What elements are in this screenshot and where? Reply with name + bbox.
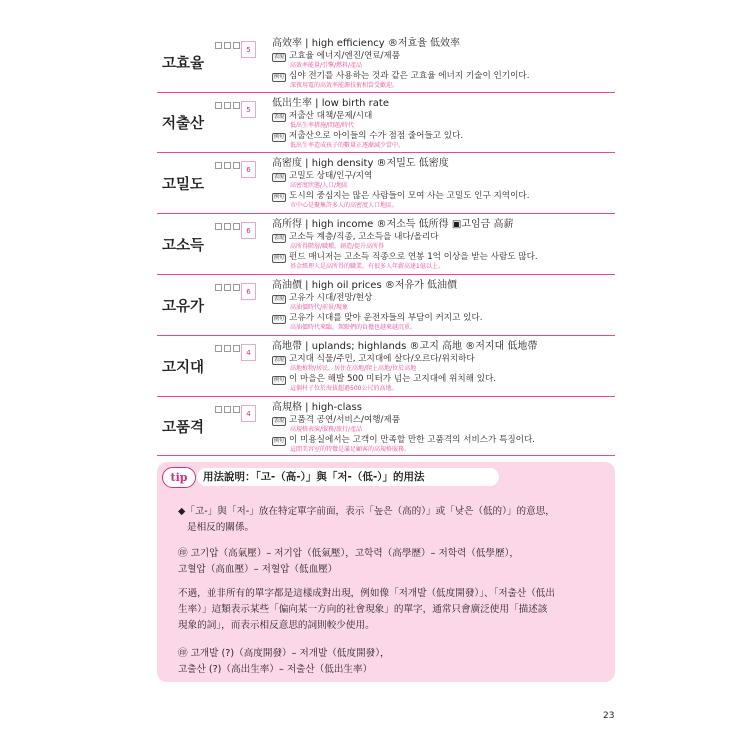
example-text: 도시의 중심지는 많은 사람들이 모여 사는 고밀도 인구 지역이다. (289, 191, 530, 201)
tip-line: ㊞ 고개발 (?)（高度開發）– 저개발（低度開發）， (178, 648, 390, 659)
example-translation: 高油價時代來臨，駕駛們的負擔也越來越沉重。 (290, 324, 417, 331)
expression-translation: 高地植物/居民，居住在高地/爬上高地/位於高地 (290, 365, 417, 372)
expression-translation: 高規格表演/服務/旅行/產品 (290, 426, 363, 433)
checkbox[interactable] (224, 284, 231, 291)
checkbox[interactable] (233, 284, 240, 291)
tip-example-1 (178, 546, 598, 578)
tip-line: ◆「고-」與「저-」放在特定單字前面，表示「높은（高的）」或「낮은（低的）」的意思， (178, 506, 555, 517)
checkbox[interactable] (224, 102, 231, 109)
checkbox[interactable] (224, 345, 231, 352)
tip-line: ㊞ 고기압（高氣壓）– 저기압（低氣壓），고학력（高學歷）– 저학력（低學歷）， (178, 548, 520, 559)
example-text: 저출산으로 아이들의 수가 점점 줄어들고 있다. (289, 131, 464, 141)
expression-text: 고지대 식물/주민, 고지대에 살다/오르다/위치하다 (289, 354, 475, 364)
expression-translation: 低出生率措施/問題/時代 (290, 122, 355, 129)
entry-word: 저출산 (161, 116, 205, 132)
tip-line: 고출산 (?)（高出生率）– 저출산（低出生率） (178, 664, 373, 675)
level-badge: 4 (241, 344, 256, 361)
entry-2 (157, 93, 615, 153)
tip-line: 是相反的關係。 (187, 522, 255, 533)
expression-badge: 表現 (274, 296, 285, 302)
level-badge: 5 (241, 101, 256, 118)
checkbox[interactable] (224, 162, 231, 169)
level-badge: 6 (241, 222, 256, 239)
level-badge: 4 (241, 405, 256, 422)
checkbox-group (215, 284, 240, 291)
checkbox-group (215, 345, 240, 352)
checkbox[interactable] (215, 284, 222, 291)
level-badge: 6 (241, 283, 256, 300)
entry-word: 고품격 (161, 419, 205, 436)
example-translation: 市中心是聚集許多人的高密度人口地區。 (290, 202, 399, 209)
expression-translation: 高油價時代/前景/現象 (290, 304, 349, 311)
expression-text: 저출산 대책/문제/시대 (289, 111, 373, 121)
example-badge: 例句 (274, 377, 285, 383)
expression-text: 고효율 에너지/엔진/연료/제품 (289, 51, 401, 61)
entry-7 (157, 397, 615, 456)
entry-headword: 高效率 | high efficiency ®저효율 低效率 (272, 38, 461, 49)
example-badge: 例句 (274, 194, 285, 200)
checkbox-group (215, 223, 240, 230)
expression-text: 고품격 공연/서비스/여행/제품 (289, 415, 401, 425)
example-translation: 這個村子位於海拔超過500公尺的高地。 (290, 385, 398, 392)
example-badge: 例句 (274, 255, 285, 261)
example-translation: 基金經理人是高所得的職業，有很多人年薪高達1億以上。 (290, 263, 444, 270)
entry-headword: 高地帶 | uplands; highlands ®고지 高地 ®저지대 低地帶 (272, 341, 538, 352)
checkbox[interactable] (233, 406, 240, 413)
expression-translation: 高密度狀態/人口/地區 (290, 182, 349, 189)
entry-headword: 高油價 | high oil prices ®저유가 低油價 (272, 280, 457, 291)
checkbox[interactable] (215, 345, 222, 352)
vocabulary-list (157, 33, 615, 456)
tip-paragraph-1 (178, 504, 598, 536)
expression-badge: 表現 (274, 54, 285, 60)
entry-word: 고유가 (161, 298, 205, 315)
example-text: 심야 전기를 사용하는 것과 같은 고효율 에너지 기술이 인기이다. (289, 71, 530, 81)
example-translation: 深夜用電的高效率能源技術相當受歡迎。 (290, 82, 399, 89)
checkbox[interactable] (233, 102, 240, 109)
checkbox[interactable] (233, 223, 240, 230)
checkbox-group (215, 42, 240, 49)
entry-6 (157, 336, 615, 397)
checkbox-group (215, 406, 240, 413)
tip-line: 生率）」這類表示某些「偏向某一方向的社會現象」的單字，通常只會廣泛使用「描述該 (178, 604, 548, 615)
entry-word: 고효율 (161, 56, 205, 72)
checkbox-group (215, 102, 240, 109)
example-text: 고유가 시대를 맞아 운전자들의 부담이 커지고 있다. (289, 313, 483, 323)
expression-badge: 表現 (274, 235, 285, 241)
expression-badge: 表現 (274, 357, 285, 363)
example-text: 펀드 매니저는 고소득 직종으로 연봉 1억 이상을 받는 사람도 많다. (289, 252, 538, 262)
tip-title: 用法說明：「고-（高-）」與「저-（低-）」的用法 (197, 468, 499, 486)
checkbox[interactable] (215, 406, 222, 413)
expression-text: 고밀도 상태/인구/지역 (289, 171, 373, 181)
example-badge: 例句 (274, 134, 285, 140)
example-translation: 這間美容室的特徵是滿足顧客的高規格服務。 (290, 446, 411, 453)
entry-headword: 高密度 | high density ®저밀도 低密度 (272, 158, 449, 169)
example-text: 이 마을은 해발 500 미터가 넘는 고지대에 위치해 있다. (289, 374, 497, 384)
checkbox[interactable] (224, 223, 231, 230)
example-badge: 例句 (274, 74, 285, 80)
level-badge: 5 (241, 41, 256, 58)
expression-translation: 高所得階層/職種，創造/提升高所得 (290, 243, 385, 250)
example-text: 이 미용실에서는 고객이 만족할 만한 고품격의 서비스가 특징이다. (289, 435, 536, 445)
expression-badge: 表現 (274, 114, 285, 120)
checkbox[interactable] (215, 42, 222, 49)
entry-headword: 高規格 | high-class (272, 402, 362, 413)
tip-line: 現象的詞」，而表示相反意思的詞則較少使用。 (178, 620, 375, 631)
tip-icon: tip (162, 467, 196, 488)
checkbox[interactable] (224, 42, 231, 49)
tip-line: 不過，並非所有的單字都是這樣成對出現，例如像「저개발（低度開發）」、「저출산（低出 (178, 588, 555, 599)
entry-word: 고밀도 (161, 176, 205, 193)
entry-headword: 高所得 | high income ®저소득 低所得 ▣고임금 高薪 (272, 219, 514, 230)
entry-word: 고소득 (161, 237, 205, 254)
example-badge: 例句 (274, 316, 285, 322)
entry-5 (157, 275, 615, 336)
checkbox[interactable] (224, 406, 231, 413)
entry-3 (157, 153, 615, 214)
checkbox-group (215, 162, 240, 169)
tip-line: 고혈압（高血壓）– 저혈압（低血壓） (178, 564, 338, 575)
entry-4 (157, 214, 615, 275)
checkbox[interactable] (233, 345, 240, 352)
expression-badge: 表現 (274, 174, 285, 180)
tip-paragraph-2 (178, 586, 598, 634)
checkbox[interactable] (215, 102, 222, 109)
expression-text: 고소득 계층/직종, 고소득을 내다/올리다 (289, 232, 439, 242)
checkbox[interactable] (215, 223, 222, 230)
entry-word: 고지대 (161, 359, 205, 376)
entry-1 (157, 33, 615, 93)
example-translation: 低出生率造成孩子的數量正逐漸減少當中。 (290, 142, 405, 149)
expression-translation: 高效率能量/引擎/燃料/產品 (290, 62, 363, 69)
tip-example-2 (178, 646, 598, 678)
checkbox[interactable] (233, 162, 240, 169)
expression-text: 고유가 시대/전망/현상 (289, 293, 373, 303)
level-badge: 6 (241, 161, 256, 178)
checkbox[interactable] (233, 42, 240, 49)
page-number: 23 (603, 711, 615, 721)
entry-headword: 低出生率 | low birth rate (272, 98, 389, 109)
example-badge: 例句 (274, 438, 285, 444)
checkbox[interactable] (215, 162, 222, 169)
expression-badge: 表現 (274, 418, 285, 424)
